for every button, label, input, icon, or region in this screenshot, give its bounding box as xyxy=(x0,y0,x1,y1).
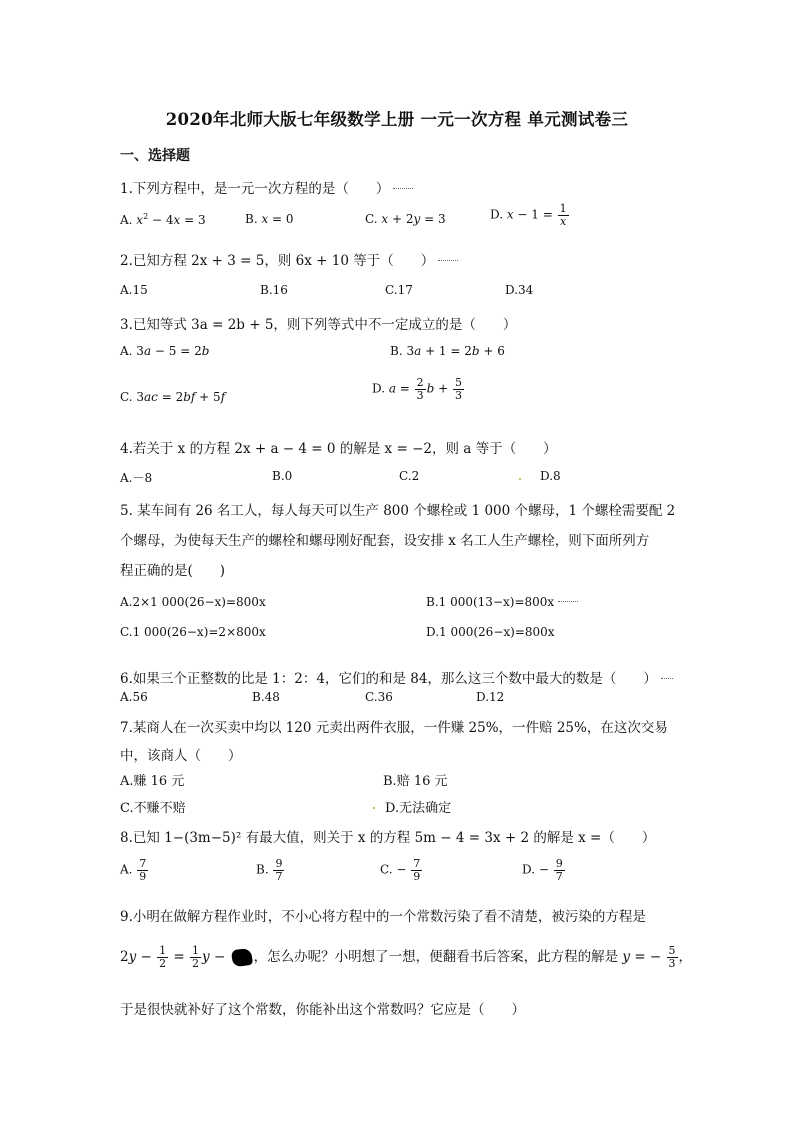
q7-option-c: C.不赚不赔 xyxy=(120,801,186,816)
q5-option-b-text: B.1 000(13−x)=800x xyxy=(426,595,555,609)
question-3: 3.已知等式 3a = 2b + 5，则下列等式中不一定成立的是（ ） xyxy=(120,317,517,333)
question-9-line-3: 于是很快就补好了这个常数，你能补出这个常数吗？它应是（ ） xyxy=(120,1002,525,1018)
question-2 xyxy=(120,249,458,269)
question-4: 4.若关于 x 的方程 2x + a − 4 = 0 的解是 x = −2，则 a 等于（ ） xyxy=(120,441,557,457)
question-9-line-2-text: ，怎么办呢？小明想了一想，便翻看书后答案，此方程的解是 xyxy=(253,949,619,965)
question-9-line-1: 9.小明在做解方程作业时，不小心将方程中的一个常数污染了看不清楚，被污染的方程是 xyxy=(120,909,646,925)
scan-noise xyxy=(661,678,673,681)
q4-option-b: B.0 xyxy=(272,469,293,483)
question-8: 8.已知 1−(3m−5)² 有最大值，则关于 x 的方程 5m − 4 = 3x + 2 的解是 x =（ ） xyxy=(120,830,656,846)
q8-option-b: B. $\frac{9}{7}$ xyxy=(256,857,283,883)
q4-option-d: D.8 xyxy=(540,469,561,483)
page-title: 2020年北师大版七年级数学上册 一元一次方程 单元测试卷三 xyxy=(165,110,629,129)
q5-option-c: C.1 000(26−x)=2×800x xyxy=(120,625,266,639)
section-heading: 一、选择题 xyxy=(120,148,190,164)
q7-option-a: A.赚 16 元 xyxy=(120,774,185,789)
q6-option-c: C.36 xyxy=(365,690,393,704)
question-5-line-1: 5. 某车间有 26 名工人，每人每天可以生产 800 个螺栓或 1 000 个螺母，1 个螺栓需要配 2 xyxy=(120,503,676,519)
q5-option-a: A.2×1 000(26−x)=800x xyxy=(120,595,266,609)
q3-option-b: B. 3a + 1 = 2b + 6 xyxy=(390,344,505,358)
q1-option-c: C. x + 2y = 3 xyxy=(365,212,446,226)
q3-option-c: C. 3ac = 2bf + 5f xyxy=(120,390,226,404)
q6-option-a: A.56 xyxy=(120,690,148,704)
scan-noise xyxy=(558,601,578,604)
question-7-line-2: 中，该商人（ ） xyxy=(120,748,242,764)
question-1-stem: 1.下列方程中，是一元一次方程的是（ ） xyxy=(120,181,390,197)
scan-speck xyxy=(519,478,521,480)
q1-option-d: D. x − 1 = $\frac{1}{x}$ xyxy=(490,202,567,228)
question-6 xyxy=(120,667,673,687)
q4-option-c: C.2 xyxy=(399,469,420,483)
scan-noise xyxy=(438,260,458,263)
question-9-line-2: 2y − $\frac{1}{2}$ = $\frac{1}{2}$ y − ，怎么办呢？小明想了一想，便翻看书后答案，此方程的解是 y = − $\frac{5}{3}$ ， xyxy=(120,944,693,970)
q2-option-d: D.34 xyxy=(505,283,534,297)
question-6-stem: 6.如果三个正整数的比是 1：2：4，它们的和是 84，那么这三个数中最大的数是（ ） xyxy=(120,671,657,687)
q2-option-c: C.17 xyxy=(385,283,413,297)
question-5-line-3: 程正确的是( ) xyxy=(120,563,226,579)
scan-speck xyxy=(373,807,375,809)
q3-option-a: A. 3a − 5 = 2b xyxy=(120,344,210,358)
q8-option-c: C. − $\frac{7}{9}$ xyxy=(380,857,421,883)
ink-blot xyxy=(231,948,253,968)
question-1 xyxy=(120,177,413,197)
q5-option-b xyxy=(426,595,578,609)
question-5-line-2: 个螺母，为使每天生产的螺栓和螺母刚好配套，设安排 x 名工人生产螺栓，则下面所列方 xyxy=(120,533,650,549)
q8-option-d: D. − $\frac{9}{7}$ xyxy=(522,857,563,883)
q4-option-a: A.－8 xyxy=(120,471,153,485)
q6-option-d: D.12 xyxy=(476,690,505,704)
q1-option-a: A. $x^2 - 4x = 3$ xyxy=(120,212,206,227)
q5-option-d: D.1 000(26−x)=800x xyxy=(426,625,555,639)
question-2-stem: 2.已知方程 2x + 3 = 5，则 6x + 10 等于（ ） xyxy=(120,253,435,269)
q2-option-a: A.15 xyxy=(120,283,148,297)
q6-option-b: B.48 xyxy=(252,690,280,704)
q7-option-b: B.赔 16 元 xyxy=(383,774,448,789)
q8-option-a: A. $\frac{7}{9}$ xyxy=(120,857,147,883)
scan-noise xyxy=(393,188,413,191)
q3-option-d: D. a = $\frac{2}{3}$ b + $\frac{5}{3}$ xyxy=(372,376,463,402)
question-7-line-1: 7.某商人在一次买卖中均以 120 元卖出两件衣服，一件赚 25%，一件赔 25%，在这次交易 xyxy=(120,720,668,736)
q1-option-b: B. x = 0 xyxy=(245,212,294,226)
q2-option-b: B.16 xyxy=(260,283,288,297)
q7-option-d: D.无法确定 xyxy=(385,801,452,816)
